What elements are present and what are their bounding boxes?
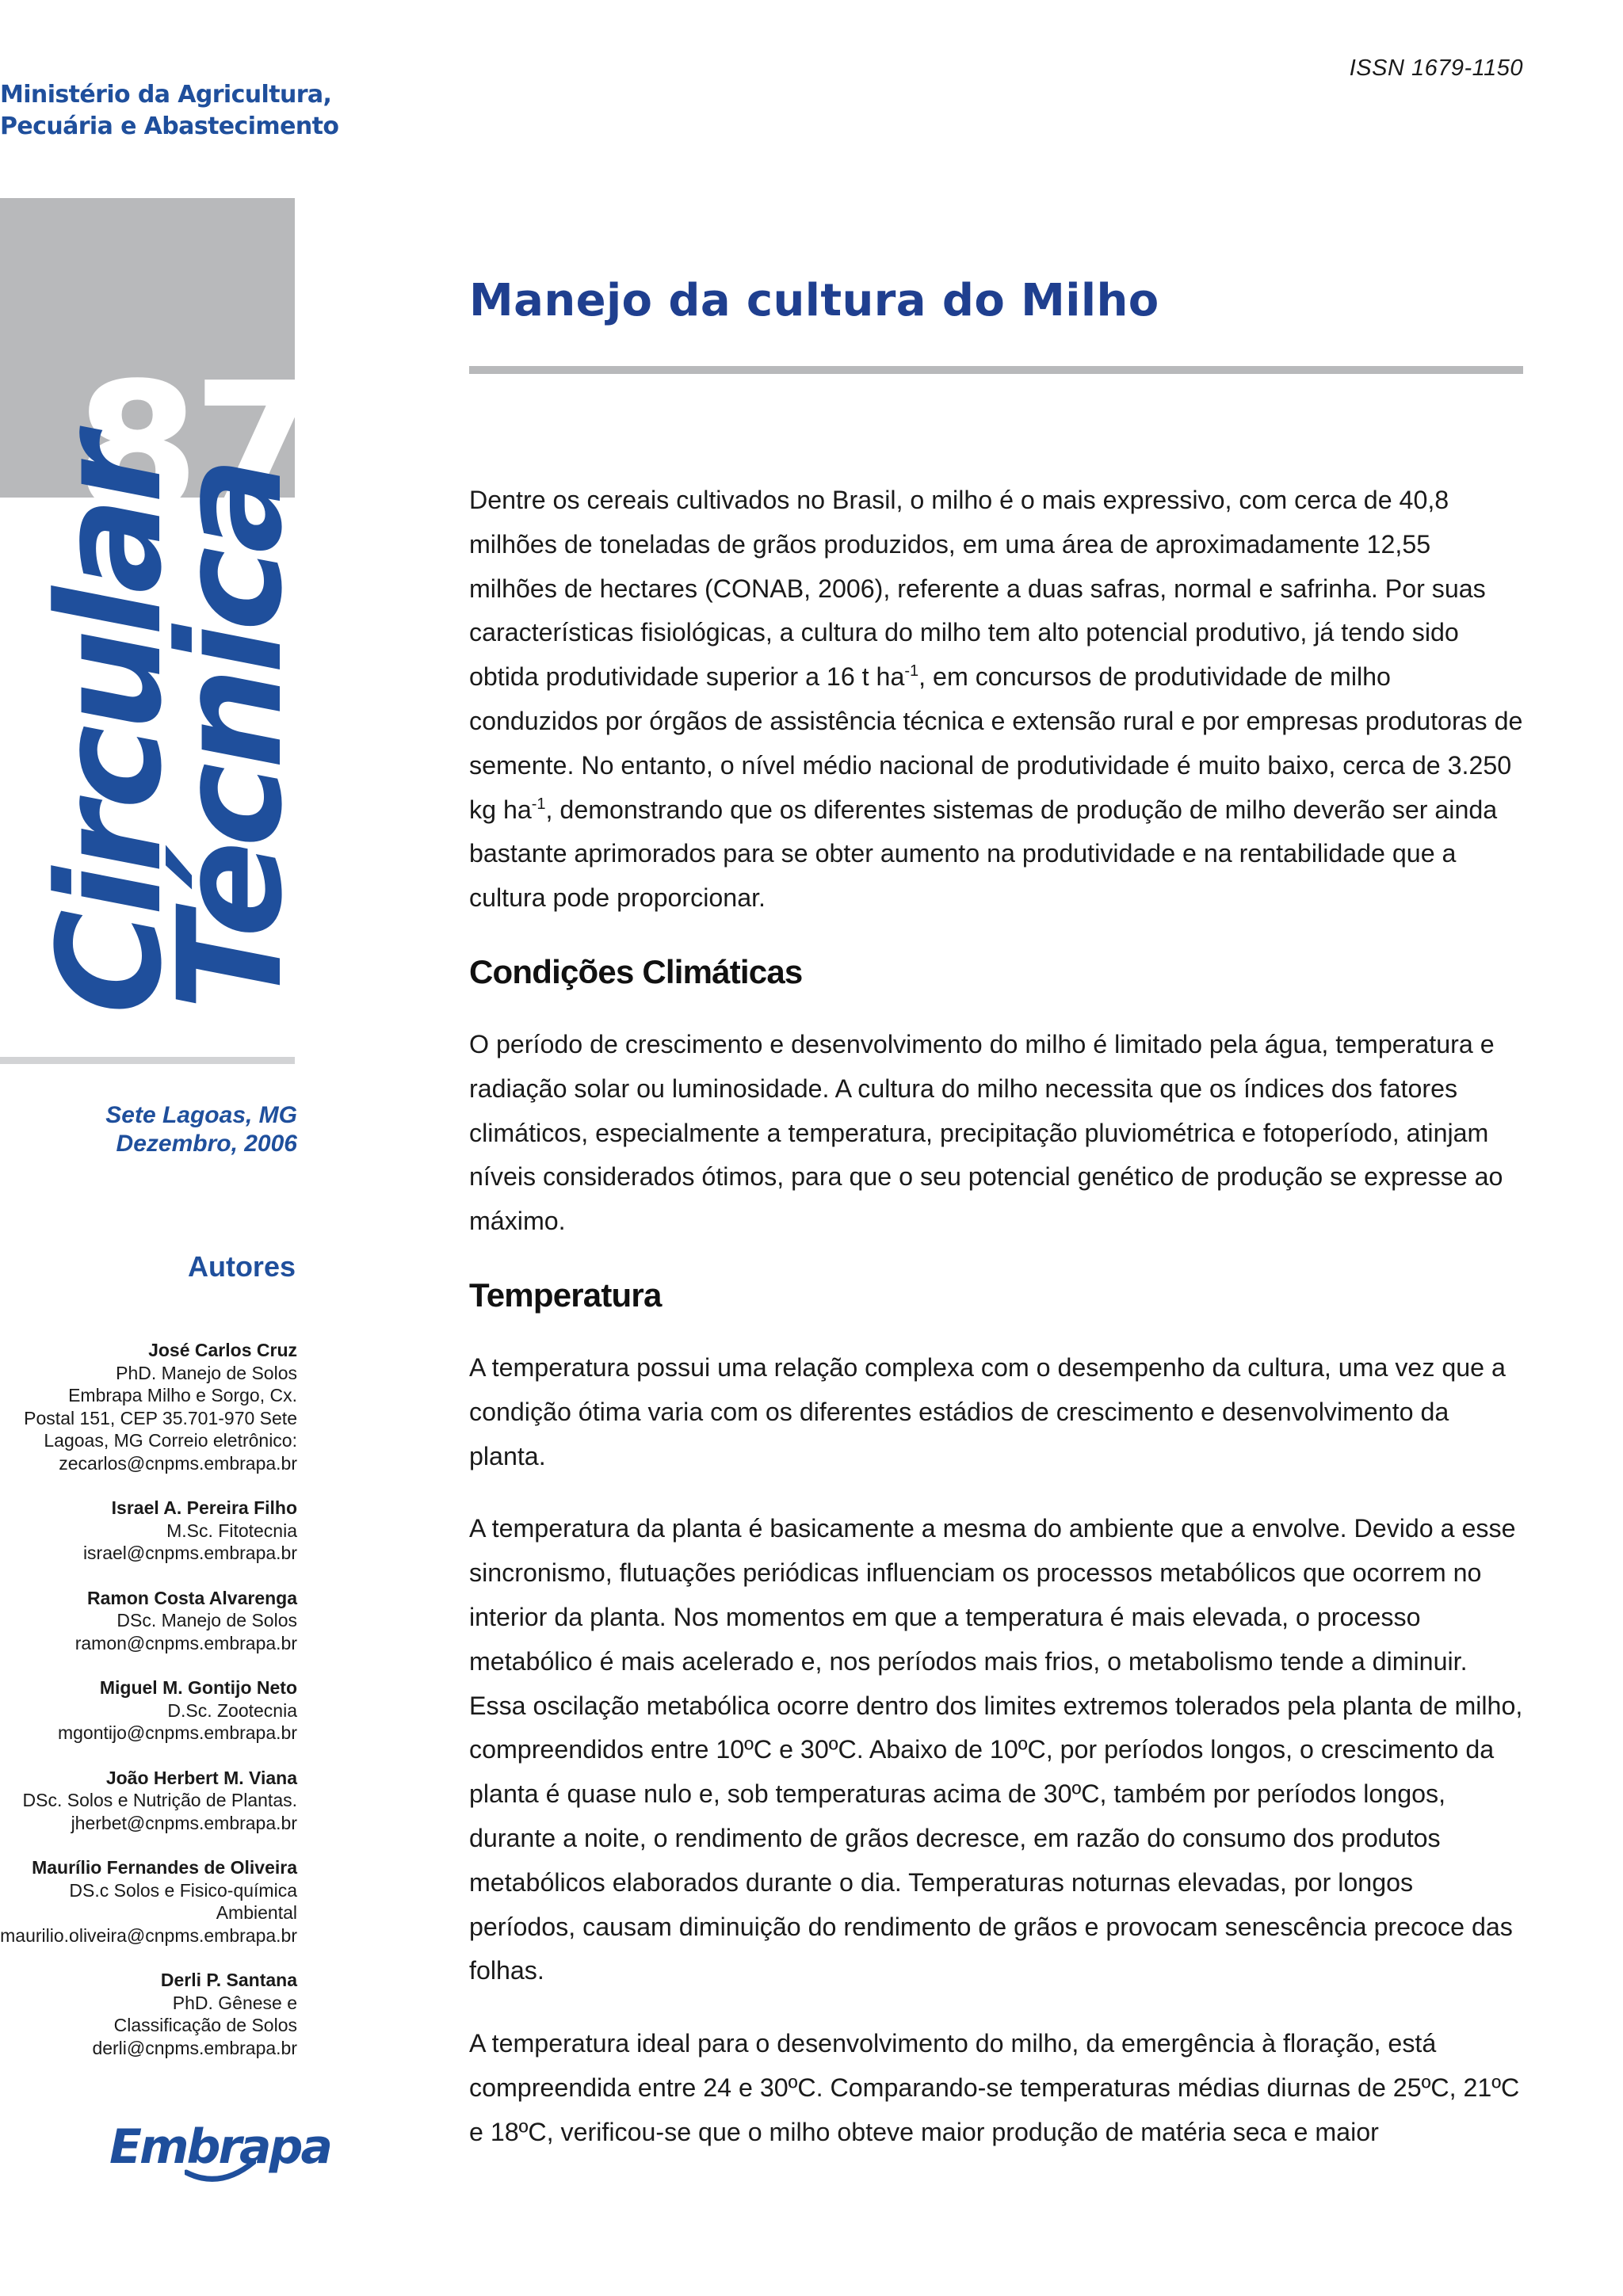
series-word-circular: Circular — [28, 439, 193, 1014]
author-entry — [0, 1767, 297, 1835]
author-detail: Ambiental — [216, 1902, 297, 1923]
intro-paragraph: Dentre os cereais cultivados no Brasil, o milho é o mais expressivo, com cerca de 40,8 milhões de toneladas de grãos produzidos, em uma área de aproximadamente 12,55 milhões de hectares (CONAB, 2006), referente a duas safras, normal e safrinha. Por suas características fisiológicas, a cultura do milho tem alto potencial produtivo, já tendo sido obtida produtividade superior a 16 t $ha^{-1}$, em concursos de produtividade de milho conduzidos por órgãos de assistência técnica e extensão rural e por empresas produtoras de semente. No entanto, o nível médio nacional de produtividade é muito baixo, cerca de 3.250 kg $ha^{-1}$, demonstrando que os diferentes sistemas de produção de milho deverão ser ainda bastante aprimorados para se obter aumento na produtividade e na rentabilidade que a cultura pode proporcionar. — [469, 486, 1523, 913]
logo-text: Embrapa — [109, 2119, 330, 2175]
author-detail: D.Sc. Zootecnia — [167, 1699, 297, 1721]
author-email[interactable]: derli@cnpms.embrapa.br — [92, 2037, 297, 2058]
author-detail: Embrapa Milho e Sorgo, Cx. — [68, 1385, 297, 1405]
series-number: 87 — [76, 346, 311, 551]
author-detail: DSc. Manejo de Solos — [116, 1610, 297, 1630]
author-name: João Herbert M. Viana — [105, 1767, 297, 1788]
document-title: Manejo da cultura do Milho — [469, 275, 1159, 326]
author-name: Miguel M. Gontijo Neto — [99, 1677, 297, 1698]
climate-paragraph: O período de crescimento e desenvolvimento do milho é limitado pela água, temperatura e radiação solar ou luminosidade. A cultura do milho necessita que os índices dos fatores climáticos, especialmente a temperatura, precipitação pluviométrica e fotoperíodo, atinjam níveis considerados ótimos, para que o seu potencial genético de produção se expresse ao máximo. — [469, 1029, 1503, 1236]
temperature-paragraph-3: A temperatura ideal para o desenvolvimento do milho, da emergência à floração, está compreendida entre 24 e 30ºC. Comparando-se temperaturas médias diurnas de 25ºC, 21ºC e 18ºC, verificou-se que o milho obteve maior produção de matéria seca e maior — [469, 2029, 1520, 2146]
temperature-paragraph-2: A temperatura da planta é basicamente a mesma do ambiente que a envolve. Devido a esse sincronismo, flutuações periódicas influenciam os processos metabólicos que ocorrem no interior da planta. Nos momentos em que a temperatura é mais elevada, o processo metabólico é mais acelerado e, nos períodos mais frios, o metabolismo tende a diminuir. Essa oscilação metabólica ocorre dentro dos limites extremos tolerados pela planta de milho, compreendidos entre 10ºC e 30ºC. Abaixo de 10ºC, por períodos longos, o crescimento da planta é quase nulo e, sob temperaturas acima de 30ºC, também por períodos longos, durante a noite, o rendimento de grãos decresce, em razão do consumo dos produtos metabólicos elaborados durante o dia. Temperaturas noturnas elevadas, por longos períodos, causam diminuição do rendimento de grãos e provocam senescência precoce das folhas. — [469, 1514, 1523, 1985]
title-rule — [469, 366, 1523, 374]
author-detail: Classificação de Solos — [113, 2015, 297, 2035]
author-detail: PhD. Gênese e — [172, 1992, 297, 2013]
author-detail: DS.c Solos e Fisico-química — [69, 1879, 297, 1901]
issn-number: ISSN 1679-1150 — [1349, 55, 1523, 81]
author-entry — [0, 1587, 297, 1655]
author-detail: DSc. Solos e Nutrição de Plantas. — [22, 1790, 297, 1810]
logo-swoosh-icon — [185, 2155, 256, 2187]
author-email[interactable]: mgontijo@cnpms.embrapa.br — [57, 1722, 297, 1743]
ministry-name — [0, 79, 339, 143]
publication-date: Dezembro, 2006 — [116, 1131, 297, 1157]
publication-location — [0, 1101, 297, 1158]
author-entry — [0, 1339, 297, 1474]
author-entry — [0, 1969, 297, 2059]
author-email[interactable]: israel@cnpms.embrapa.br — [82, 1543, 297, 1563]
ministry-line-2: Pecuária e Abastecimento — [0, 113, 339, 140]
left-divider — [0, 1057, 295, 1064]
document-body — [469, 479, 1523, 2155]
author-detail: Lagoas, MG Correio eletrônico: — [44, 1430, 297, 1451]
author-name: Israel A. Pereira Filho — [111, 1497, 297, 1518]
embrapa-logo — [109, 2107, 330, 2187]
author-detail: Postal 151, CEP 35.701-970 Sete — [24, 1407, 297, 1428]
author-name: José Carlos Cruz — [148, 1340, 297, 1360]
author-name: Derli P. Santana — [160, 1970, 297, 1990]
author-entry — [0, 1856, 297, 1947]
section-heading-temperature: Temperatura — [469, 1276, 662, 1314]
series-word-tecnica: Técnica — [148, 463, 314, 1010]
author-name: Ramon Costa Alvarenga — [87, 1587, 297, 1608]
city: Sete Lagoas, MG — [105, 1102, 297, 1128]
author-name: Maurílio Fernandes de Oliveira — [32, 1857, 297, 1878]
author-email[interactable]: maurilio.oliveira@cnpms.embrapa.br — [0, 1924, 297, 1946]
authors-heading: Autores — [187, 1250, 296, 1283]
author-entry — [0, 1497, 297, 1565]
author-email[interactable]: jherbet@cnpms.embrapa.br — [71, 1812, 297, 1833]
author-email[interactable]: zecarlos@cnpms.embrapa.br — [59, 1452, 297, 1474]
authors-list — [0, 1339, 297, 2081]
author-entry — [0, 1676, 297, 1745]
author-email[interactable]: ramon@cnpms.embrapa.br — [74, 1632, 297, 1653]
section-heading-climate: Condições Climáticas — [469, 952, 803, 990]
author-detail: PhD. Manejo de Solos — [116, 1362, 297, 1383]
temperature-paragraph-1: A temperatura possui uma relação complexa com o desempenho da cultura, uma vez que a condição ótima varia com os diferentes estádios de crescimento e desenvolvimento da planta. — [469, 1352, 1506, 1470]
author-detail: M.Sc. Fitotecnia — [166, 1520, 297, 1541]
ministry-line-1: Ministério da Agricultura, — [0, 81, 332, 109]
